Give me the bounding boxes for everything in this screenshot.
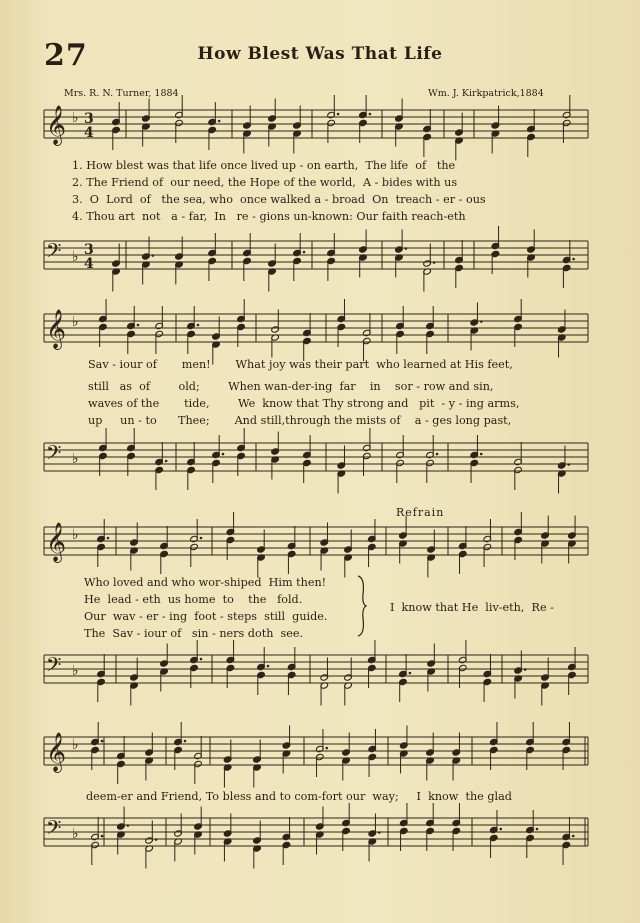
treble-clef-icon: 𝄞	[46, 732, 67, 772]
s3-bass	[44, 653, 588, 683]
flat-icon: ♭	[72, 249, 79, 265]
flat-icon: ♭	[72, 826, 79, 842]
refrain-label: Refrain	[396, 506, 445, 519]
dot-icon	[184, 740, 187, 743]
s3-treble-notes	[97, 512, 576, 578]
bass-clef-icon: 𝄢	[46, 653, 62, 681]
time-signature-icon: 3	[84, 242, 94, 258]
dot-icon	[433, 261, 436, 264]
dot-icon	[572, 258, 575, 261]
verse-brace	[355, 574, 369, 638]
s2-treble-notes	[99, 299, 566, 365]
time-signature-icon: 4	[84, 256, 94, 272]
s1-bass	[44, 239, 588, 272]
dot-icon	[567, 463, 570, 466]
s4-treble	[44, 732, 588, 773]
s4-treble-notes	[91, 722, 571, 788]
dot-icon	[480, 320, 483, 323]
dot-icon	[405, 247, 408, 250]
hymn-title: How Blest Was That Life	[197, 44, 443, 64]
dot-icon	[369, 113, 372, 116]
music-credit: Wm. J. Kirkpatrick,1884	[428, 88, 544, 99]
verse3-line1: 3. O Lord of the sea, who once walked a - broad On treach - er - ous	[72, 193, 486, 206]
dot-icon	[378, 831, 381, 834]
dot-icon	[436, 453, 439, 456]
dot-icon	[152, 254, 155, 257]
dot-icon	[197, 324, 200, 327]
dot-icon	[107, 537, 110, 540]
verse2-line1: 2. The Friend of our need, the Hope of the world, A - bides with us	[72, 176, 458, 189]
dot-icon	[480, 453, 483, 456]
bass-clef-icon: 𝄢	[46, 441, 62, 469]
dot-icon	[127, 824, 130, 827]
refrain-line2: deem-er and Friend, To bless and to com-fort our way; I know the glad	[86, 790, 512, 803]
flat-icon: ♭	[72, 451, 79, 467]
verse4-line3: The Sav - iour of sin - ners doth see.	[84, 627, 304, 640]
s2-treble	[44, 309, 588, 350]
treble-clef-icon: 𝄞	[46, 522, 67, 562]
s1-bass-notes	[112, 226, 575, 292]
bass-clef-icon: 𝄢	[46, 239, 62, 267]
dot-icon	[137, 324, 140, 327]
dot-icon	[200, 658, 203, 661]
dot-icon	[200, 537, 203, 540]
verse1-line2: Sav - iour of men! What joy was their part who learned at His feet,	[88, 358, 513, 371]
treble-clef-icon: 𝄞	[46, 105, 67, 145]
verse2-line3: He lead - eth us home to the fold.	[84, 593, 303, 606]
dot-icon	[499, 828, 502, 831]
hymn-number: 27	[44, 38, 88, 73]
dot-icon	[524, 668, 527, 671]
dot-icon	[536, 828, 539, 831]
dot-icon	[218, 120, 221, 123]
dot-icon	[572, 835, 575, 838]
verse1-line3: Who loved and who wor-shiped Him then!	[84, 576, 327, 589]
s4-bass	[44, 816, 588, 846]
time-signature-icon: 4	[84, 125, 94, 141]
verse1-line1: 1. How blest was that life once lived up - on earth, The life of the	[72, 159, 456, 172]
dot-icon	[101, 835, 104, 838]
treble-clef-icon: 𝄞	[46, 309, 67, 349]
flat-icon: ♭	[72, 663, 79, 679]
dot-icon	[101, 740, 104, 743]
s3-bass-notes	[97, 640, 576, 706]
flat-icon: ♭	[72, 110, 79, 126]
verse3-line3: Our wav - er - ing foot - steps still guide.	[84, 610, 328, 623]
dot-icon	[222, 453, 225, 456]
dot-icon	[337, 113, 340, 116]
verse2-line2: still as of old; When wan-der-ing far in sor - row and sin,	[88, 380, 494, 393]
verse4-line2: up un - to Thee; And still,through the mists of a - ges long past,	[88, 414, 512, 427]
dot-icon	[165, 460, 168, 463]
s3-treble	[44, 522, 588, 563]
words-credit: Mrs. R. N. Turner, 1884	[64, 88, 179, 99]
s2-bass	[44, 441, 588, 471]
refrain-line1: I know that He liv-eth, Re -	[390, 601, 554, 614]
s2-bass-notes	[99, 428, 570, 494]
verse4-line1: 4. Thou art not a - far, In re - gions un-known: Our faith reach-eth	[72, 210, 466, 223]
flat-icon: ♭	[72, 737, 79, 753]
s1-treble-notes	[112, 95, 571, 161]
dot-icon	[325, 747, 328, 750]
dot-icon	[303, 251, 306, 254]
flat-icon: ♭	[72, 314, 79, 330]
verse3-line2: waves of the tide, We know that Thy strong and pit - y - ing arms,	[88, 397, 520, 410]
dot-icon	[409, 672, 412, 675]
time-signature-icon: 3	[84, 111, 94, 127]
s4-bass-notes	[91, 803, 575, 869]
bass-clef-icon: 𝄢	[46, 816, 62, 844]
flat-icon: ♭	[72, 527, 79, 543]
dot-icon	[267, 665, 270, 668]
s1-treble	[44, 105, 588, 146]
dot-icon	[155, 838, 158, 841]
